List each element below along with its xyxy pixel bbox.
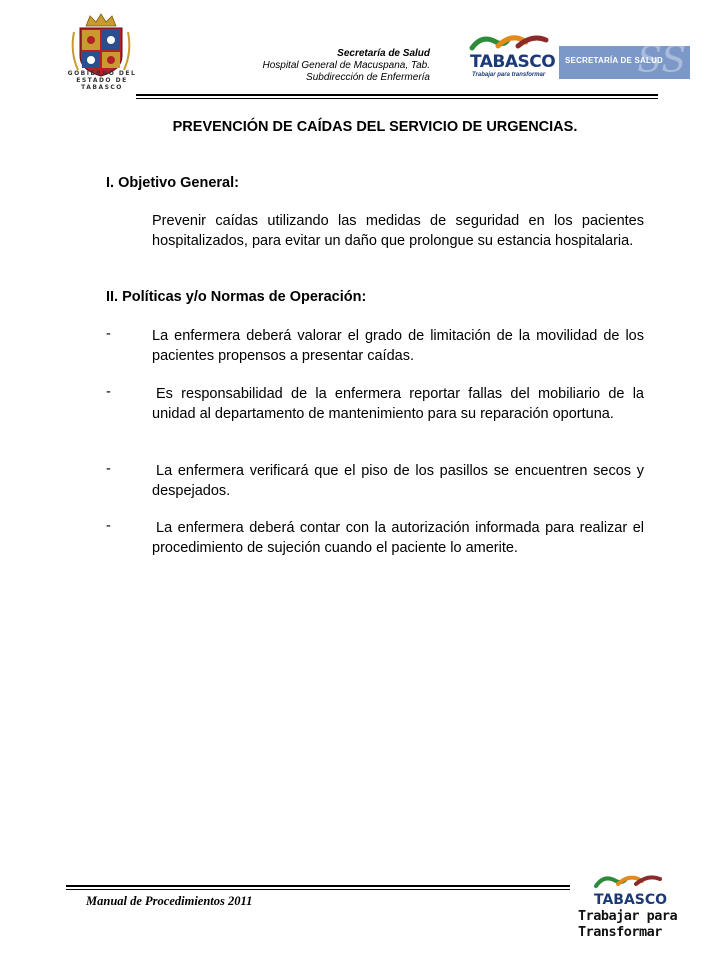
section-heading-politicas: II. Políticas y/o Normas de Operación: xyxy=(106,289,367,305)
policy-item-2: Es responsabilidad de la enfermera reportar fallas del mobiliario de la unidad al departamento de mantenimiento para su reparación oportuna. xyxy=(152,386,644,422)
section-heading-objetivo: I. Objetivo General: xyxy=(106,175,239,191)
footer-slogan: Trabajar para Transformar xyxy=(578,908,678,940)
header-hospital: Hospital General de Macuspana, Tab. xyxy=(262,60,430,71)
list-bullet: - xyxy=(106,518,111,534)
state-government-caption xyxy=(62,70,142,91)
footer-tabasco-wordmark: TABASCO xyxy=(594,892,668,908)
list-bullet: - xyxy=(106,461,111,477)
tabasco-logo-tagline: Trabajar para transformar xyxy=(472,72,546,78)
list-bullet: - xyxy=(106,384,111,400)
gov-caption-line: GOBIERNO DEL xyxy=(67,70,137,77)
objetivo-paragraph: Prevenir caídas utilizando las medidas de seguridad en los pacientes hospitalizados, para evitar un daño que prolongue su estancia hospitalaria. xyxy=(152,213,644,249)
header-subdireccion: Subdirección de Enfermería xyxy=(306,72,430,83)
policy-item-4: La enfermera deberá contar con la autorización informada para realizar el procedimiento de sujeción cuando el paciente lo amerite. xyxy=(152,520,644,556)
document-title: PREVENCIÓN DE CAÍDAS DEL SERVICIO DE URGENCIAS. xyxy=(172,119,578,135)
policy-item-3: La enfermera verificará que el piso de los pasillos se encuentren secos y despejados. xyxy=(152,463,644,499)
header-divider xyxy=(136,94,658,96)
tabasco-logo-wordmark: TABASCO xyxy=(470,52,556,72)
gov-caption-line: ESTADO DE xyxy=(76,77,128,84)
footer-divider-thin xyxy=(66,889,570,890)
footer-divider xyxy=(66,885,570,887)
footer-manual-title: Manual de Procedimientos 2011 xyxy=(86,894,253,908)
header-divider-thin xyxy=(136,98,658,99)
list-bullet: - xyxy=(106,326,111,342)
header-secretaria: Secretaría de Salud xyxy=(337,48,430,59)
header-institution-text xyxy=(200,48,430,84)
policy-item-1: La enfermera deberá valorar el grado de limitación de la movilidad de los pacientes propensos a presentar caídas. xyxy=(152,328,644,364)
gov-caption-line: TABASCO xyxy=(81,84,123,91)
salud-ss-mark: SS xyxy=(637,46,686,79)
salud-logo-label: SECRETARÍA DE SALUD xyxy=(565,56,664,65)
secretaria-de-salud-logo xyxy=(559,46,690,79)
